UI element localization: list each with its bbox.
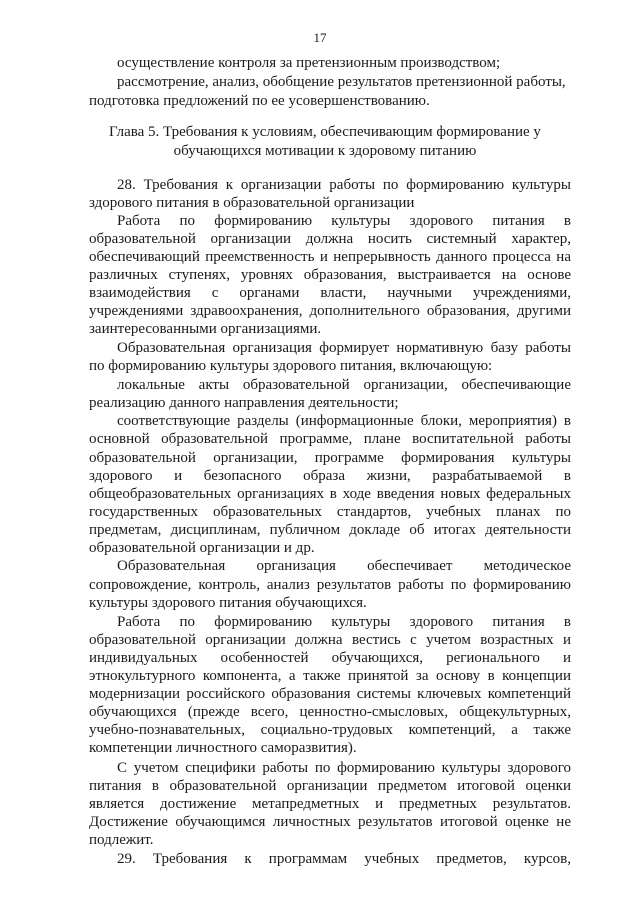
text-line: учреждениями здравоохранения, дополнительного образования, другими (89, 303, 571, 319)
text-line: предметам, дисциплинам, публичном докладе об итогах деятельности (89, 522, 571, 538)
text-line: Достижение обучающимся личностных результатов итоговой оценке не (89, 814, 571, 830)
text-line: обучающихся (прежде всего, ценностно-смысловых, общекультурных, (89, 704, 571, 720)
text-line: по формированию культуры здорового питания, включающую: (89, 358, 493, 374)
text-line: С учетом специфики работы по формированию культуры здорового (117, 760, 571, 776)
text-line: здорового питания в образовательной организации (89, 195, 415, 211)
text-line: 29. Требования к программам учебных предметов, курсов, (117, 851, 571, 867)
text-line: государственных образовательных стандартов, учебных планах по (89, 504, 571, 520)
text-line: модернизации российского образования системы ключевых компетенций (89, 686, 571, 702)
text-line: Образовательная организация обеспечивает методическое (117, 558, 571, 574)
text-line: образовательной организации и др. (89, 540, 315, 556)
page-number: 17 (313, 30, 327, 45)
text-line: питания в образовательной организации предметом итоговой оценки (89, 778, 571, 794)
text-line: локальные акты образовательной организации, обеспечивающие (117, 377, 571, 393)
text-line: Работа по формированию культуры здорового питания в (117, 614, 571, 630)
text-line: обеспечивающий преемственность и непрерывность данного процесса на (89, 249, 571, 265)
text-line: соответствующие разделы (информационные блоки, мероприятия) в (117, 413, 571, 429)
text-line: компетенции личностного саморазвития). (89, 740, 357, 756)
text-line: Работа по формированию культуры здорового питания в (117, 213, 571, 229)
text-line: взаимодействия с органами власти, научными учреждениями, (89, 285, 571, 301)
text-line: основной образовательной программе, плане воспитательной работы (89, 431, 571, 447)
text-line: образовательной организации должна носить системный характер, (89, 231, 571, 247)
text-line: сопровождение, контроль, анализ результатов работы по формированию (89, 577, 571, 593)
text-line: индивидуальных особенностей обучающихся, регионального и (89, 650, 571, 666)
text-line: общеобразовательных организациях в ходе введения новых федеральных (89, 486, 571, 502)
text-line: Образовательная организация формирует нормативную базу работы (117, 340, 571, 356)
text-line: заинтересованными организациями. (89, 321, 322, 337)
text-line: культуры здорового питания обучающихся. (89, 595, 367, 611)
text-line: этнокультурного компонента, а также принятой за основу в концепции (89, 668, 571, 684)
text-line: подлежит. (89, 832, 154, 848)
text-line: здорового и безопасного образа жизни, разрабатываемой в (89, 468, 571, 484)
text-line: образовательной организации, программе формирования культуры (89, 450, 571, 466)
text-line: 28. Требования к организации работы по формированию культуры (117, 177, 571, 193)
text-line: различных ступенях, уровнях образования, выстраивается на основе (89, 267, 571, 283)
text-line: осуществление контроля за претензионным производством; (117, 55, 501, 71)
chapter-heading-line: обучающихся мотивации к здоровому питанию (173, 143, 477, 159)
text-line: реализацию данного направления деятельности; (89, 395, 399, 411)
chapter-heading-line: Глава 5. Требования к условиям, обеспечивающим формирование у (109, 124, 541, 140)
text-line: подготовка предложений по ее усовершенствованию. (89, 93, 430, 109)
text-line: образовательной организации должна вестись с учетом возрастных и (89, 632, 571, 648)
text-line: учебно-познавательных, социально-трудовых компетенций, а также (89, 722, 571, 738)
text-line: является достижение метапредметных и предметных результатов. (89, 796, 571, 812)
text-line: рассмотрение, анализ, обобщение результатов претензионной работы, (117, 74, 566, 90)
